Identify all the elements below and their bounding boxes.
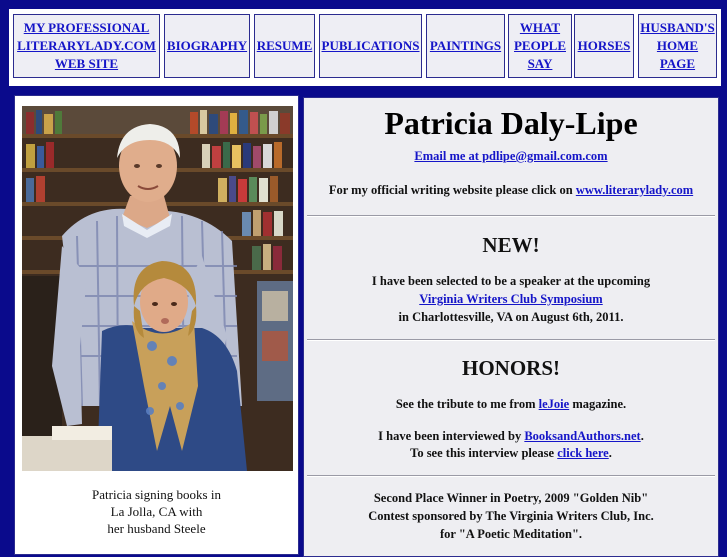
nav-link-line: WEB SITE bbox=[54, 56, 119, 71]
nav-item-what-people-say[interactable] bbox=[508, 14, 572, 78]
nav-link-line: WHAT bbox=[519, 20, 561, 35]
email-line bbox=[304, 147, 718, 165]
new-heading: NEW! bbox=[482, 233, 540, 257]
nav-bar bbox=[9, 9, 721, 86]
nav-link-resume[interactable]: RESUME bbox=[256, 38, 313, 53]
caption-line: La Jolla, CA with bbox=[110, 504, 203, 519]
nav-item-horses[interactable] bbox=[574, 14, 634, 78]
caption-line: Patricia signing books in bbox=[92, 487, 221, 502]
nav-link-line: MY PROFESSIONAL bbox=[23, 20, 150, 35]
nav-link-line: LITERARYLADY.COM bbox=[17, 38, 156, 53]
photo-illustration bbox=[22, 106, 293, 471]
divider bbox=[307, 215, 715, 217]
website-line bbox=[304, 181, 718, 199]
website-text: For my official writing website please click on bbox=[328, 183, 576, 197]
booksandauthors-link[interactable]: BooksandAuthors.net bbox=[524, 429, 641, 443]
author-photo bbox=[22, 106, 293, 471]
photo-caption bbox=[15, 486, 298, 537]
honors-heading: HONORS! bbox=[461, 356, 560, 380]
click-here-link[interactable]: click here bbox=[557, 446, 609, 460]
divider bbox=[307, 475, 715, 477]
tribute-suffix: magazine. bbox=[569, 397, 627, 411]
new-location-text: in Charlottesville, VA on August 6th, 2011. bbox=[398, 310, 624, 324]
symposium-line bbox=[304, 290, 718, 308]
nav-item-literarylady[interactable] bbox=[13, 14, 160, 78]
award-line: Second Place Winner in Poetry, 2009 "Golden Nib" bbox=[373, 491, 649, 505]
nav-item-publications[interactable] bbox=[319, 14, 422, 78]
nav-link-literarylady[interactable] bbox=[17, 19, 156, 73]
interview-suffix: . bbox=[640, 429, 644, 443]
page-title: Patricia Daly-Lipe bbox=[384, 105, 638, 141]
symposium-link[interactable]: Virginia Writers Club Symposium bbox=[419, 292, 603, 306]
award-line: Contest sponsored by The Virginia Writers Club, Inc. bbox=[368, 509, 654, 523]
website-link[interactable]: www.literarylady.com bbox=[575, 183, 694, 197]
see-interview-text: To see this interview please bbox=[410, 446, 558, 460]
email-link[interactable]: Email me at pdlipe@gmail.com.com bbox=[414, 149, 608, 163]
nav-link-what-people-say[interactable] bbox=[514, 19, 566, 73]
nav-link-husbands-home-page[interactable] bbox=[640, 19, 714, 73]
nav-item-biography[interactable] bbox=[164, 14, 250, 78]
nav-link-horses[interactable]: HORSES bbox=[577, 38, 631, 53]
nav-item-paintings[interactable] bbox=[426, 14, 505, 78]
nav-item-husbands-home-page[interactable] bbox=[638, 14, 717, 78]
interview-text: I have been interviewed by bbox=[378, 429, 525, 443]
new-text: I have been selected to be a speaker at the upcoming bbox=[371, 274, 651, 288]
divider bbox=[307, 339, 715, 341]
tribute-line bbox=[304, 395, 718, 413]
nav-link-line: HUSBAND'S bbox=[640, 20, 715, 35]
lejoie-link[interactable]: leJoie bbox=[538, 397, 570, 411]
award-line: for "A Poetic Meditation". bbox=[439, 527, 583, 541]
main-content bbox=[303, 97, 719, 557]
tribute-text: See the tribute to me from bbox=[395, 397, 539, 411]
nav-link-line: SAY bbox=[527, 56, 553, 71]
nav-link-biography[interactable]: BIOGRAPHY bbox=[166, 38, 248, 53]
interview-line bbox=[304, 427, 718, 445]
nav-link-line: HOME bbox=[656, 38, 699, 53]
nav-item-resume[interactable] bbox=[254, 14, 315, 78]
nav-link-line: PEOPLE bbox=[513, 38, 566, 53]
nav-link-publications[interactable]: PUBLICATIONS bbox=[321, 38, 420, 53]
nav-link-line: PAGE bbox=[659, 56, 696, 71]
see-interview-line bbox=[304, 444, 718, 462]
see-interview-suffix: . bbox=[608, 446, 612, 460]
photo-panel bbox=[14, 95, 299, 555]
nav-link-paintings[interactable]: PAINTINGS bbox=[429, 38, 502, 53]
caption-line: her husband Steele bbox=[107, 521, 206, 536]
